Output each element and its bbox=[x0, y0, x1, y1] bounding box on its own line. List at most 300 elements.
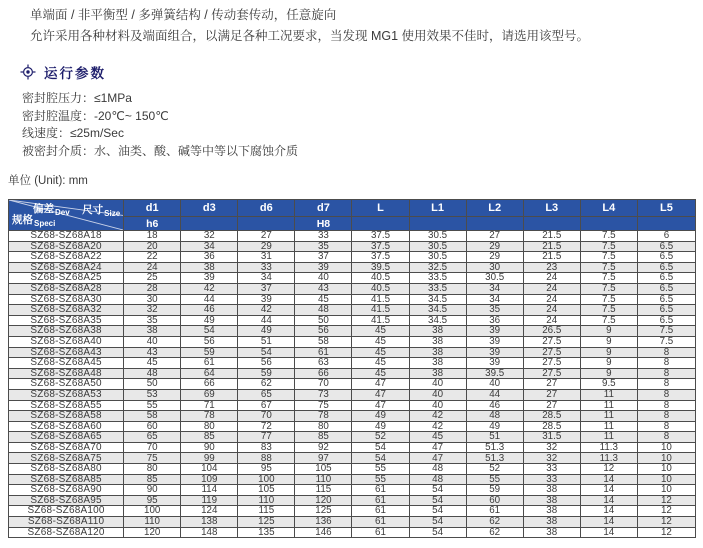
value-cell: 125 bbox=[295, 506, 352, 517]
intro-line-1: 单端面 / 非平衡型 / 多弹簧结构 / 传动套传动，任意旋向 bbox=[30, 8, 337, 22]
value-cell: 95 bbox=[124, 495, 181, 506]
table-row bbox=[9, 495, 696, 506]
value-cell: 40 bbox=[409, 389, 466, 400]
value-cell: 12 bbox=[637, 506, 695, 517]
value-cell: 10 bbox=[637, 453, 695, 464]
value-cell: 38 bbox=[409, 368, 466, 379]
value-cell: 6.5 bbox=[637, 315, 695, 326]
value-cell: 66 bbox=[295, 368, 352, 379]
value-cell: 9 bbox=[580, 368, 637, 379]
value-cell: 80 bbox=[181, 421, 238, 432]
value-cell: 58 bbox=[295, 336, 352, 347]
value-cell: 105 bbox=[238, 485, 295, 496]
col-header-L: L bbox=[352, 200, 409, 217]
value-cell: 70 bbox=[238, 411, 295, 422]
value-cell: 34 bbox=[466, 294, 523, 305]
value-cell: 59 bbox=[238, 368, 295, 379]
col-subheader bbox=[409, 217, 466, 231]
value-cell: 38 bbox=[523, 527, 580, 538]
value-cell: 78 bbox=[181, 411, 238, 422]
value-cell: 77 bbox=[238, 432, 295, 443]
param-medium-label: 被密封介质： bbox=[22, 143, 95, 158]
value-cell: 72 bbox=[238, 421, 295, 432]
spec-cell: SZ68-SZ68A55 bbox=[9, 400, 124, 411]
value-cell: 27.5 bbox=[523, 358, 580, 369]
table-row bbox=[9, 485, 696, 496]
target-icon bbox=[20, 64, 36, 80]
spec-cell: SZ68-SZ68A110 bbox=[9, 517, 124, 528]
table-row bbox=[9, 315, 696, 326]
value-cell: 69 bbox=[181, 389, 238, 400]
value-cell: 32 bbox=[523, 442, 580, 453]
value-cell: 54 bbox=[238, 347, 295, 358]
value-cell: 27 bbox=[523, 400, 580, 411]
value-cell: 27 bbox=[466, 231, 523, 242]
value-cell: 90 bbox=[181, 442, 238, 453]
table-row bbox=[9, 231, 696, 242]
value-cell: 75 bbox=[295, 400, 352, 411]
table-row bbox=[9, 442, 696, 453]
value-cell: 14 bbox=[580, 495, 637, 506]
value-cell: 27 bbox=[238, 231, 295, 242]
value-cell: 24 bbox=[523, 315, 580, 326]
spec-cell: SZ68-SZ68A48 bbox=[9, 368, 124, 379]
value-cell: 10 bbox=[637, 464, 695, 475]
value-cell: 39 bbox=[238, 294, 295, 305]
value-cell: 37.5 bbox=[352, 252, 409, 263]
param-pressure-value: ≤1MPa bbox=[94, 91, 132, 105]
col-header-d3: d3 bbox=[181, 200, 238, 217]
value-cell: 50 bbox=[124, 379, 181, 390]
value-cell: 14 bbox=[580, 517, 637, 528]
value-cell: 7.5 bbox=[580, 305, 637, 316]
spec-cell: SZ68-SZ68A75 bbox=[9, 453, 124, 464]
value-cell: 49 bbox=[352, 411, 409, 422]
value-cell: 136 bbox=[295, 517, 352, 528]
value-cell: 62 bbox=[466, 527, 523, 538]
value-cell: 6.5 bbox=[637, 305, 695, 316]
value-cell: 85 bbox=[181, 432, 238, 443]
value-cell: 11 bbox=[580, 389, 637, 400]
value-cell: 105 bbox=[295, 464, 352, 475]
value-cell: 110 bbox=[238, 495, 295, 506]
value-cell: 73 bbox=[295, 389, 352, 400]
value-cell: 42 bbox=[181, 283, 238, 294]
spec-cell: SZ68-SZ68A100 bbox=[9, 506, 124, 517]
spec-cell: SZ68-SZ68A18 bbox=[9, 231, 124, 242]
value-cell: 8 bbox=[637, 421, 695, 432]
value-cell: 38 bbox=[523, 517, 580, 528]
value-cell: 65 bbox=[124, 432, 181, 443]
value-cell: 45 bbox=[352, 347, 409, 358]
value-cell: 44 bbox=[238, 315, 295, 326]
value-cell: 9 bbox=[580, 358, 637, 369]
value-cell: 70 bbox=[124, 442, 181, 453]
dimension-table bbox=[8, 199, 696, 538]
value-cell: 8 bbox=[637, 411, 695, 422]
spec-table-body bbox=[9, 231, 696, 538]
table-row bbox=[9, 474, 696, 485]
param-medium-value: 水、油类、酸、碱等中等以下腐蚀介质 bbox=[94, 143, 299, 158]
value-cell: 40 bbox=[466, 379, 523, 390]
table-row bbox=[9, 294, 696, 305]
value-cell: 88 bbox=[238, 453, 295, 464]
table-row bbox=[9, 347, 696, 358]
value-cell: 51.3 bbox=[466, 442, 523, 453]
value-cell: 32 bbox=[523, 453, 580, 464]
value-cell: 85 bbox=[295, 432, 352, 443]
value-cell: 51 bbox=[238, 336, 295, 347]
value-cell: 10 bbox=[637, 474, 695, 485]
value-cell: 48 bbox=[124, 368, 181, 379]
value-cell: 109 bbox=[181, 474, 238, 485]
value-cell: 7.5 bbox=[637, 326, 695, 337]
value-cell: 100 bbox=[238, 474, 295, 485]
value-cell: 33.5 bbox=[409, 283, 466, 294]
value-cell: 36 bbox=[466, 315, 523, 326]
value-cell: 56 bbox=[238, 358, 295, 369]
col-subheader bbox=[466, 217, 523, 231]
value-cell: 21.5 bbox=[523, 241, 580, 252]
value-cell: 39.5 bbox=[466, 368, 523, 379]
value-cell: 38 bbox=[124, 326, 181, 337]
unit-note: 单位 (Unit): mm bbox=[8, 175, 88, 187]
value-cell: 11 bbox=[580, 432, 637, 443]
value-cell: 21.5 bbox=[523, 231, 580, 242]
value-cell: 29 bbox=[466, 241, 523, 252]
value-cell: 61 bbox=[352, 495, 409, 506]
value-cell: 34.5 bbox=[409, 294, 466, 305]
value-cell: 40 bbox=[124, 336, 181, 347]
value-cell: 14 bbox=[580, 485, 637, 496]
value-cell: 33.5 bbox=[409, 273, 466, 284]
value-cell: 120 bbox=[295, 495, 352, 506]
value-cell: 135 bbox=[238, 527, 295, 538]
col-subheader-h6: h6 bbox=[124, 217, 181, 231]
value-cell: 6.5 bbox=[637, 262, 695, 273]
value-cell: 12 bbox=[580, 464, 637, 475]
value-cell: 83 bbox=[238, 442, 295, 453]
value-cell: 54 bbox=[352, 453, 409, 464]
value-cell: 40 bbox=[409, 400, 466, 411]
value-cell: 35 bbox=[124, 315, 181, 326]
value-cell: 40 bbox=[295, 273, 352, 284]
spec-cell: SZ68-SZ68A28 bbox=[9, 283, 124, 294]
value-cell: 30.5 bbox=[409, 252, 466, 263]
value-cell: 33 bbox=[523, 474, 580, 485]
spec-cell: SZ68-SZ68A30 bbox=[9, 294, 124, 305]
col-header-L2: L2 bbox=[466, 200, 523, 217]
spec-cell: SZ68-SZ68A90 bbox=[9, 485, 124, 496]
value-cell: 33 bbox=[523, 464, 580, 475]
value-cell: 110 bbox=[295, 474, 352, 485]
value-cell: 61 bbox=[352, 506, 409, 517]
value-cell: 62 bbox=[466, 517, 523, 528]
value-cell: 59 bbox=[181, 347, 238, 358]
value-cell: 40 bbox=[409, 379, 466, 390]
value-cell: 8 bbox=[637, 379, 695, 390]
value-cell: 104 bbox=[181, 464, 238, 475]
value-cell: 43 bbox=[295, 283, 352, 294]
value-cell: 49 bbox=[352, 421, 409, 432]
section-title: 运行参数 bbox=[44, 66, 106, 81]
table-row bbox=[9, 305, 696, 316]
value-cell: 11 bbox=[580, 400, 637, 411]
value-cell: 45 bbox=[124, 358, 181, 369]
value-cell: 59 bbox=[466, 485, 523, 496]
value-cell: 9 bbox=[580, 326, 637, 337]
value-cell: 63 bbox=[295, 358, 352, 369]
value-cell: 12 bbox=[637, 517, 695, 528]
value-cell: 62 bbox=[238, 379, 295, 390]
value-cell: 48 bbox=[409, 464, 466, 475]
value-cell: 7.5 bbox=[580, 231, 637, 242]
value-cell: 45 bbox=[352, 358, 409, 369]
value-cell: 23 bbox=[523, 262, 580, 273]
value-cell: 11 bbox=[580, 411, 637, 422]
value-cell: 52 bbox=[352, 432, 409, 443]
value-cell: 54 bbox=[409, 517, 466, 528]
value-cell: 55 bbox=[352, 464, 409, 475]
table-row bbox=[9, 368, 696, 379]
value-cell: 42 bbox=[409, 421, 466, 432]
col-header-L1: L1 bbox=[409, 200, 466, 217]
value-cell: 39 bbox=[181, 273, 238, 284]
value-cell: 33 bbox=[295, 231, 352, 242]
value-cell: 78 bbox=[295, 411, 352, 422]
table-row bbox=[9, 517, 696, 528]
spec-cell: SZ68-SZ68A95 bbox=[9, 495, 124, 506]
table-row bbox=[9, 273, 696, 284]
value-cell: 71 bbox=[181, 400, 238, 411]
col-header-d1: d1 bbox=[124, 200, 181, 217]
value-cell: 125 bbox=[238, 517, 295, 528]
value-cell: 9 bbox=[580, 347, 637, 358]
param-temperature-label: 密封腔温度： bbox=[22, 108, 95, 123]
col-header-d7: d7 bbox=[295, 200, 352, 217]
value-cell: 138 bbox=[181, 517, 238, 528]
value-cell: 48 bbox=[466, 411, 523, 422]
value-cell: 45 bbox=[409, 432, 466, 443]
value-cell: 110 bbox=[124, 517, 181, 528]
spec-cell: SZ68-SZ68A43 bbox=[9, 347, 124, 358]
value-cell: 30 bbox=[124, 294, 181, 305]
value-cell: 8 bbox=[637, 400, 695, 411]
value-cell: 46 bbox=[466, 400, 523, 411]
value-cell: 7.5 bbox=[580, 315, 637, 326]
value-cell: 61 bbox=[352, 517, 409, 528]
table-row bbox=[9, 432, 696, 443]
value-cell: 38 bbox=[523, 495, 580, 506]
corner-dev-label: 偏差$_{Dev}$ bbox=[33, 203, 70, 217]
value-cell: 26.5 bbox=[523, 326, 580, 337]
value-cell: 41.5 bbox=[352, 305, 409, 316]
value-cell: 54 bbox=[409, 506, 466, 517]
col-subheader bbox=[238, 217, 295, 231]
value-cell: 90 bbox=[124, 485, 181, 496]
value-cell: 45 bbox=[352, 336, 409, 347]
intro-text bbox=[30, 5, 589, 47]
value-cell: 24 bbox=[523, 305, 580, 316]
value-cell: 10 bbox=[637, 442, 695, 453]
table-row bbox=[9, 421, 696, 432]
col-subheader-H8: H8 bbox=[295, 217, 352, 231]
value-cell: 54 bbox=[409, 495, 466, 506]
spec-cell: SZ68-SZ68A45 bbox=[9, 358, 124, 369]
value-cell: 51 bbox=[466, 432, 523, 443]
col-subheader bbox=[637, 217, 695, 231]
spec-cell: SZ68-SZ68A24 bbox=[9, 262, 124, 273]
param-pressure-label: 密封腔压力： bbox=[22, 91, 95, 105]
value-cell: 37 bbox=[295, 252, 352, 263]
value-cell: 28 bbox=[124, 283, 181, 294]
value-cell: 31.5 bbox=[523, 432, 580, 443]
table-row bbox=[9, 358, 696, 369]
value-cell: 20 bbox=[124, 241, 181, 252]
value-cell: 80 bbox=[124, 464, 181, 475]
value-cell: 30.5 bbox=[409, 231, 466, 242]
value-cell: 40.5 bbox=[352, 283, 409, 294]
value-cell: 11.3 bbox=[580, 453, 637, 464]
value-cell: 49 bbox=[181, 315, 238, 326]
value-cell: 6 bbox=[637, 231, 695, 242]
table-row bbox=[9, 241, 696, 252]
spec-cell: SZ68-SZ68A38 bbox=[9, 326, 124, 337]
table-row bbox=[9, 326, 696, 337]
value-cell: 39.5 bbox=[352, 262, 409, 273]
value-cell: 22 bbox=[124, 252, 181, 263]
value-cell: 8 bbox=[637, 368, 695, 379]
table-row bbox=[9, 506, 696, 517]
value-cell: 47 bbox=[352, 389, 409, 400]
value-cell: 18 bbox=[124, 231, 181, 242]
value-cell: 8 bbox=[637, 358, 695, 369]
value-cell: 24 bbox=[124, 262, 181, 273]
value-cell: 48 bbox=[409, 474, 466, 485]
value-cell: 7.5 bbox=[580, 294, 637, 305]
value-cell: 39 bbox=[295, 262, 352, 273]
value-cell: 38 bbox=[409, 336, 466, 347]
value-cell: 49 bbox=[466, 421, 523, 432]
value-cell: 120 bbox=[124, 527, 181, 538]
value-cell: 54 bbox=[409, 485, 466, 496]
value-cell: 38 bbox=[409, 326, 466, 337]
table-row bbox=[9, 527, 696, 538]
spec-cell: SZ68-SZ68A80 bbox=[9, 464, 124, 475]
col-header-d6: d6 bbox=[238, 200, 295, 217]
spec-cell: SZ68-SZ68A65 bbox=[9, 432, 124, 443]
value-cell: 55 bbox=[124, 400, 181, 411]
param-pressure bbox=[22, 90, 298, 108]
value-cell: 27 bbox=[523, 379, 580, 390]
value-cell: 34 bbox=[181, 241, 238, 252]
operating-parameters bbox=[22, 90, 298, 160]
value-cell: 146 bbox=[295, 527, 352, 538]
value-cell: 30.5 bbox=[466, 273, 523, 284]
spec-cell: SZ68-SZ68A25 bbox=[9, 273, 124, 284]
value-cell: 51.3 bbox=[466, 453, 523, 464]
value-cell: 40.5 bbox=[352, 273, 409, 284]
value-cell: 24 bbox=[523, 294, 580, 305]
value-cell: 27 bbox=[523, 389, 580, 400]
table-row bbox=[9, 262, 696, 273]
value-cell: 31 bbox=[238, 252, 295, 263]
value-cell: 36 bbox=[181, 252, 238, 263]
value-cell: 34.5 bbox=[409, 305, 466, 316]
param-speed bbox=[22, 125, 298, 143]
param-medium bbox=[22, 143, 298, 161]
table-row bbox=[9, 464, 696, 475]
value-cell: 42 bbox=[409, 411, 466, 422]
spec-cell: SZ68-SZ68A85 bbox=[9, 474, 124, 485]
value-cell: 52 bbox=[466, 464, 523, 475]
value-cell: 46 bbox=[181, 305, 238, 316]
value-cell: 10 bbox=[637, 485, 695, 496]
table-row bbox=[9, 453, 696, 464]
value-cell: 8 bbox=[637, 389, 695, 400]
value-cell: 47 bbox=[409, 442, 466, 453]
value-cell: 6.5 bbox=[637, 273, 695, 284]
corner-spec-label: 规格$_{Speci}$ bbox=[12, 214, 56, 228]
value-cell: 45 bbox=[352, 368, 409, 379]
corner-header-cell bbox=[9, 200, 124, 231]
value-cell: 33 bbox=[238, 262, 295, 273]
value-cell: 67 bbox=[238, 400, 295, 411]
value-cell: 49 bbox=[238, 326, 295, 337]
spec-cell: SZ68-SZ68A58 bbox=[9, 411, 124, 422]
value-cell: 7.5 bbox=[637, 336, 695, 347]
value-cell: 45 bbox=[295, 294, 352, 305]
value-cell: 41.5 bbox=[352, 294, 409, 305]
value-cell: 55 bbox=[352, 474, 409, 485]
value-cell: 8 bbox=[637, 432, 695, 443]
spec-cell: SZ68-SZ68A50 bbox=[9, 379, 124, 390]
value-cell: 7.5 bbox=[580, 262, 637, 273]
value-cell: 45 bbox=[352, 326, 409, 337]
spec-cell: SZ68-SZ68A32 bbox=[9, 305, 124, 316]
value-cell: 27.5 bbox=[523, 336, 580, 347]
value-cell: 7.5 bbox=[580, 283, 637, 294]
table-row bbox=[9, 389, 696, 400]
col-header-L3: L3 bbox=[523, 200, 580, 217]
value-cell: 124 bbox=[181, 506, 238, 517]
value-cell: 39 bbox=[466, 326, 523, 337]
value-cell: 28.5 bbox=[523, 411, 580, 422]
value-cell: 54 bbox=[181, 326, 238, 337]
param-speed-label: 线速度： bbox=[22, 126, 71, 140]
value-cell: 100 bbox=[124, 506, 181, 517]
value-cell: 48 bbox=[295, 305, 352, 316]
value-cell: 70 bbox=[295, 379, 352, 390]
value-cell: 38 bbox=[409, 347, 466, 358]
value-cell: 56 bbox=[181, 336, 238, 347]
value-cell: 39 bbox=[466, 336, 523, 347]
value-cell: 34 bbox=[466, 283, 523, 294]
col-header-L5: L5 bbox=[637, 200, 695, 217]
spec-cell: SZ68-SZ68A35 bbox=[9, 315, 124, 326]
value-cell: 148 bbox=[181, 527, 238, 538]
value-cell: 14 bbox=[580, 527, 637, 538]
value-cell: 27.5 bbox=[523, 368, 580, 379]
value-cell: 9.5 bbox=[580, 379, 637, 390]
col-header-L4: L4 bbox=[580, 200, 637, 217]
value-cell: 24 bbox=[523, 273, 580, 284]
value-cell: 32.5 bbox=[409, 262, 466, 273]
value-cell: 6.5 bbox=[637, 294, 695, 305]
table-row bbox=[9, 379, 696, 390]
value-cell: 12 bbox=[637, 527, 695, 538]
value-cell: 97 bbox=[295, 453, 352, 464]
